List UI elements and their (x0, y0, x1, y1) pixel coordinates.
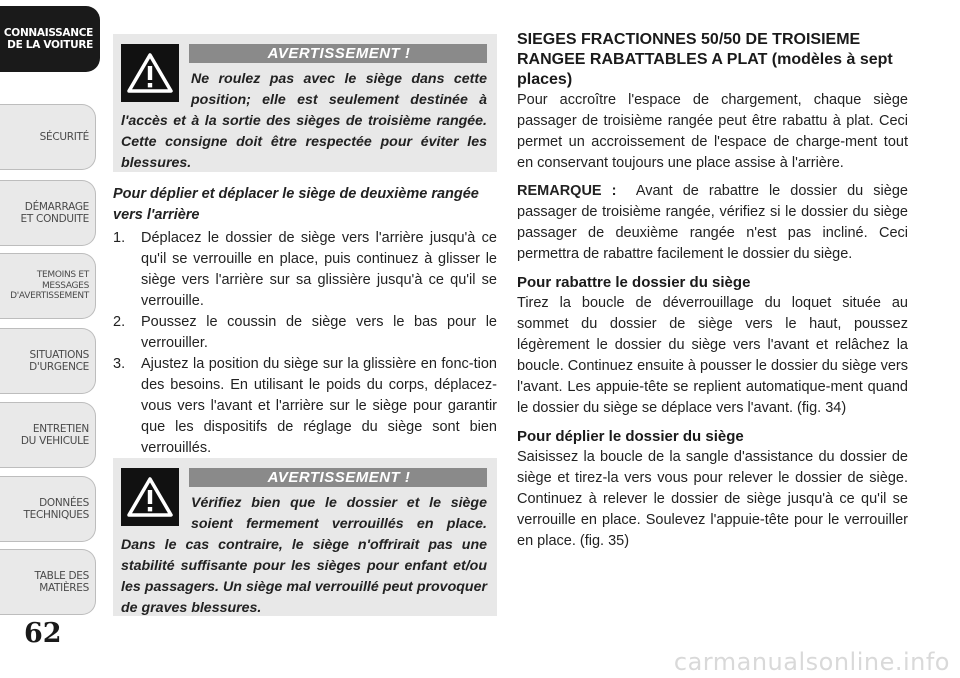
warning-box-2 (113, 458, 497, 616)
tab-securite[interactable]: SÉCURITÉ (0, 104, 96, 170)
note-paragraph: REMARQUE : Avant de rabattre le dossier du siège passager de troisième rangée, vérifiez si le dossier du siège passager de deuxième rangée n'est pas incliné. Ceci permettra de rabattre facilement le dossier du siège. (517, 183, 908, 262)
chapter-tabs (0, 0, 100, 620)
warning-triangle-icon (121, 468, 179, 526)
unfold-heading: Pour déplier le dossier du siège (517, 428, 744, 445)
section-heading: Pour déplier et déplacer le siège de deuxième rangée vers l'arrière (113, 186, 479, 223)
warning-text: Ne roulez pas avec le siège dans cette position; elle est seulement destinée à l'accès et à la sortie des sièges de troisième rangée. Cette consigne doit être respectée pour éviter les blessures. (121, 71, 487, 171)
tab-demarrage-et-conduite[interactable]: DÉMARRAGE ET CONDUITE (0, 180, 96, 246)
warning-triangle-icon (121, 44, 179, 102)
section-title: SIEGES FRACTIONNES 50/50 DE TROISIEME RANGEE RABATTABLES A PLAT (modèles à sept places) (517, 31, 893, 88)
note-label: REMARQUE : (517, 183, 617, 199)
tab-connaissance-de-la-voiture[interactable]: CONNAISSANCE DE LA VOITURE (0, 6, 100, 72)
page-number: 62 (24, 618, 62, 649)
warning-box-1 (113, 34, 497, 172)
fold-paragraph: Tirez la boucle de déverrouillage du loquet située au sommet du dossier de siège vers le haut, poussez légèrement le dossier du siège vers l'avant et relâchez la boucle. Continuez ensuite à pousser le dossier du siège vers l'avant. Les appuie-tête se replient automatique-ment quand le dossier du siège se déplace vers l'avant. (fig. 34) (517, 295, 908, 416)
warning-title: AVERTISSEMENT ! (189, 44, 487, 63)
steps-list (113, 228, 497, 459)
intro-paragraph: Pour accroître l'espace de chargement, chaque siège passager de troisième rangée peut être rabattu à plat. Ceci permet un accroissement de l'espace de charge-ment tout en conservant toujours une place assise à l'arrière. (517, 92, 908, 171)
watermark: carmanualsonline.info (673, 648, 950, 676)
tab-temoins-et-messages[interactable]: TEMOINS ET MESSAGES D'AVERTISSEMENT (0, 253, 96, 319)
list-item: 3. Ajustez la position du siège sur la glissière en fonc-tion des besoins. En utilisant le poids du corps, déplacez-vous vers l'avant et l'arrière sur le siège pour garantir que les dispositifs de réglage du siège sont bien verrouillés. (113, 356, 497, 456)
unfold-second-row-section (113, 184, 497, 459)
right-column (517, 30, 908, 552)
tab-table-des-matieres[interactable]: TABLE DES MATIÈRES (0, 549, 96, 615)
tab-donnees-techniques[interactable]: DONNÉES TECHNIQUES (0, 476, 96, 542)
list-item: 2. Poussez le coussin de siège vers le bas pour le verrouiller. (113, 314, 497, 351)
warning-title: AVERTISSEMENT ! (189, 468, 487, 487)
unfold-paragraph: Saisissez la boucle de la sangle d'assistance du dossier de siège et tirez-la vers vous pour relever le dossier de siège. Continuez à relever le dossier de siège jusqu'à ce qu'il se verrouille en place. Soulevez l'appuie-tête pour le verrouiller en place. (fig. 35) (517, 449, 908, 549)
list-item: 1. Déplacez le dossier de siège vers l'arrière jusqu'à ce qu'il se verrouille en place, puis continuez à glisser le siège vers l'arrière sur sa glissière jusqu'à ce qu'il se verrouille. (113, 230, 497, 309)
warning-text: Vérifiez bien que le dossier et le siège soient fermement verrouillés en place. Dans le cas contraire, le siège n'offrirait pas une stabilité suffisante pour les sièges pour enfant et/ou les passagers. Un siège mal verrouillé peut provoquer de graves blessures. (121, 495, 487, 616)
tab-entretien-du-vehicule[interactable]: ENTRETIEN DU VEHICULE (0, 402, 96, 468)
fold-heading: Pour rabattre le dossier du siège (517, 274, 751, 291)
tab-situations-d-urgence[interactable]: SITUATIONS D'URGENCE (0, 328, 96, 394)
